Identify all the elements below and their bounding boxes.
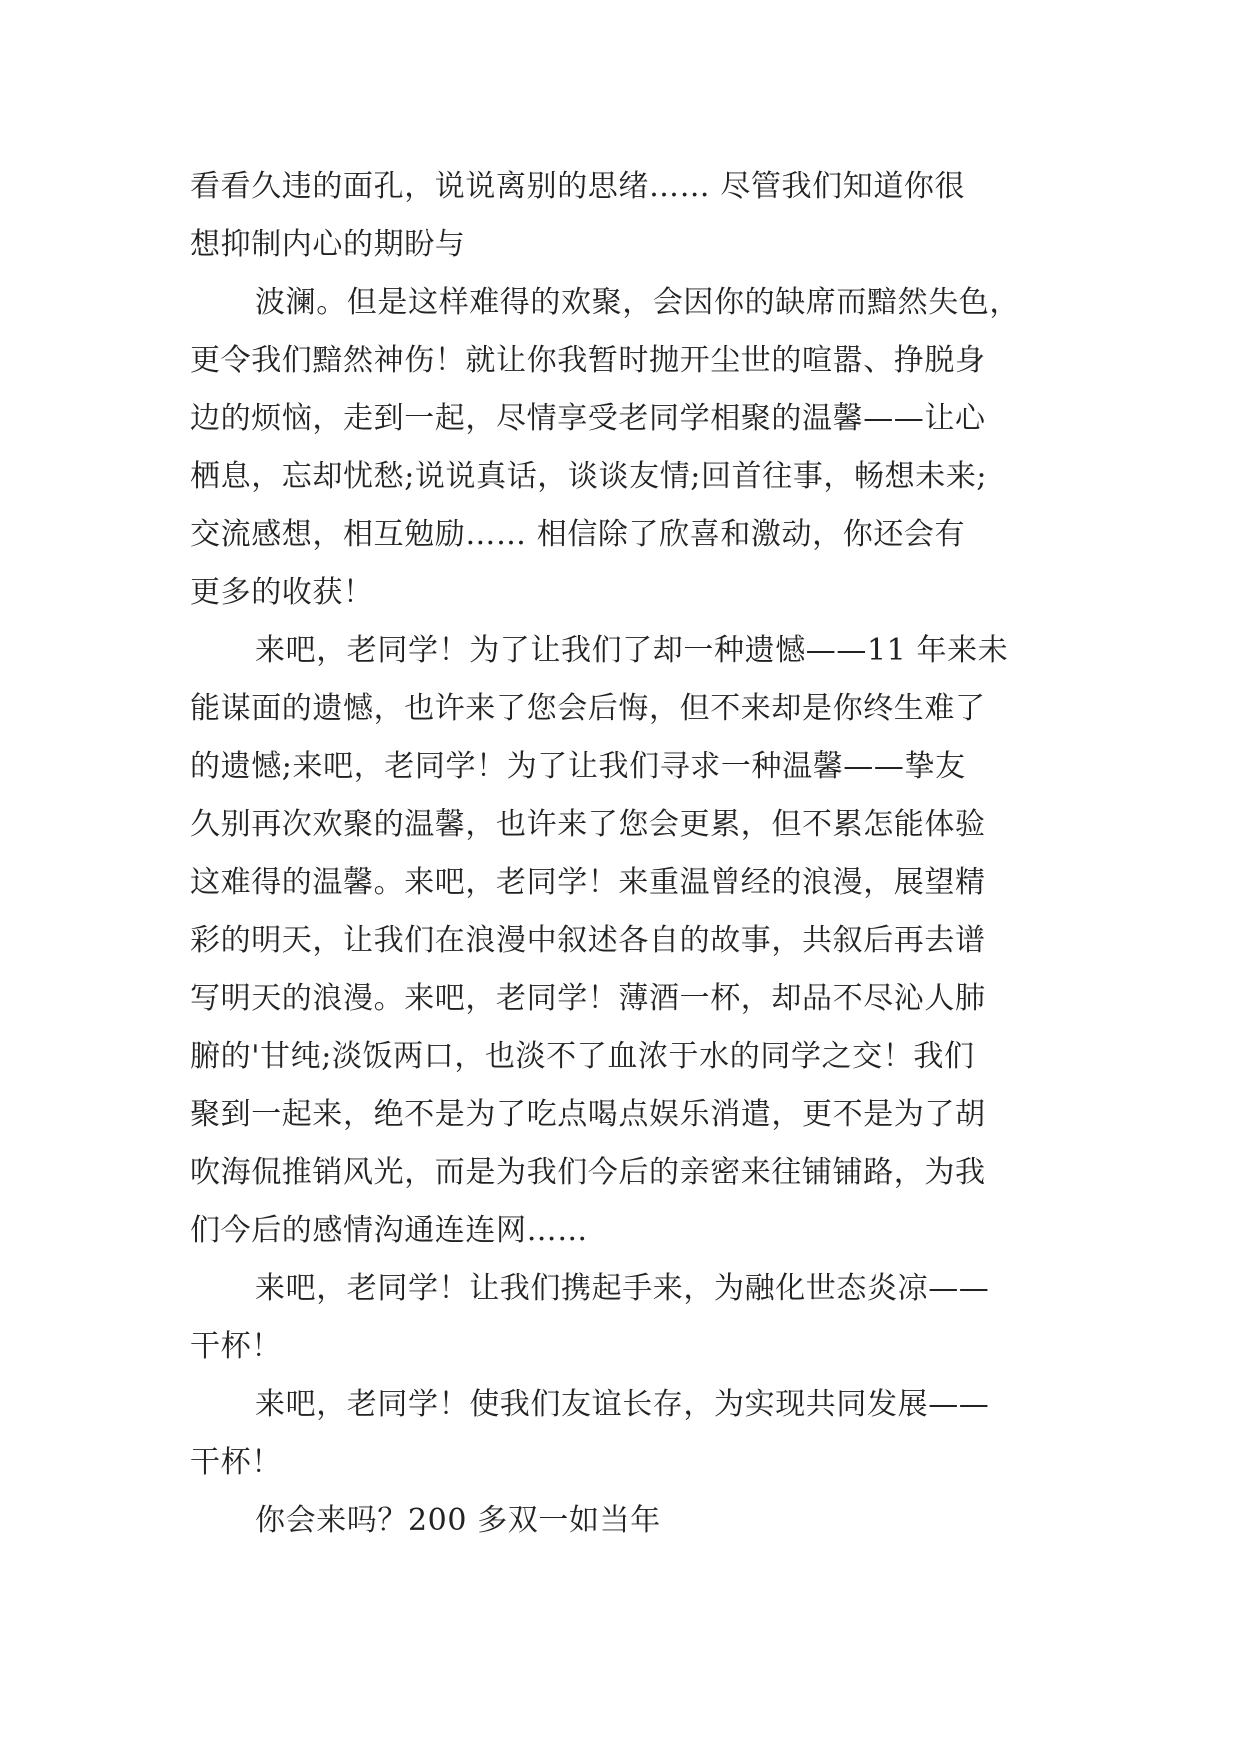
text-line: 干杯！ [190,1329,282,1364]
text-line: 更多的收获！ [190,575,374,610]
text-line: 们今后的感情沟通连连网…… [190,1213,588,1248]
text-line: 来吧，老同学！为了让我们了却一种遗憾——11 年来未 [255,633,1009,668]
text-line: 波澜。但是这样难得的欢聚，会因你的缺席而黯然失色， [255,285,1020,320]
text-line: 边的烦恼，走到一起，尽情享受老同学相聚的温馨——让心 [190,401,986,436]
text-line: 写明天的浪漫。来吧，老同学！薄酒一杯，却品不尽沁人肺 [190,981,986,1016]
text-line: 干杯！ [190,1445,282,1480]
text-line: 久别再次欢聚的温馨，也许来了您会更累，但不累怎能体验 [190,807,986,842]
text-line: 的遗憾;来吧，老同学！为了让我们寻求一种温馨——挚友 [190,749,966,784]
text-line: 吹海侃推销风光，而是为我们今后的亲密来往铺铺路，为我 [190,1155,986,1190]
text-line: 栖息，忘却忧愁;说说真话，谈谈友情;回首往事，畅想未来; [190,459,988,494]
text-line: 更令我们黯然神伤！就让你我暂时抛开尘世的喧嚣、挣脱身 [190,343,986,378]
text-line: 想抑制内心的期盼与 [190,227,466,262]
text-line: 看看久违的面孔，说说离别的思绪…… 尽管我们知道你很 [190,169,966,204]
text-line: 来吧，老同学！让我们携起手来，为融化世态炎凉—— [255,1271,990,1306]
text-line: 你会来吗？200 多双一如当年 [255,1503,661,1538]
text-line: 能谋面的遗憾，也许来了您会后悔，但不来却是你终生难了 [190,691,986,726]
text-line: 来吧，老同学！使我们友谊长存，为实现共同发展—— [255,1387,990,1422]
text-line: 这难得的温馨。来吧，老同学！来重温曾经的浪漫，展望精 [190,865,986,900]
text-line: 腑的'甘纯;淡饭两口，也淡不了血浓于水的同学之交！我们 [190,1039,975,1074]
document-body [190,158,1050,1550]
text-line: 交流感想，相互勉励…… 相信除了欣喜和激动，你还会有 [190,517,966,552]
text-line: 彩的明天，让我们在浪漫中叙述各自的故事，共叙后再去谱 [190,923,986,958]
text-line: 聚到一起来，绝不是为了吃点喝点娱乐消遣，更不是为了胡 [190,1097,986,1132]
